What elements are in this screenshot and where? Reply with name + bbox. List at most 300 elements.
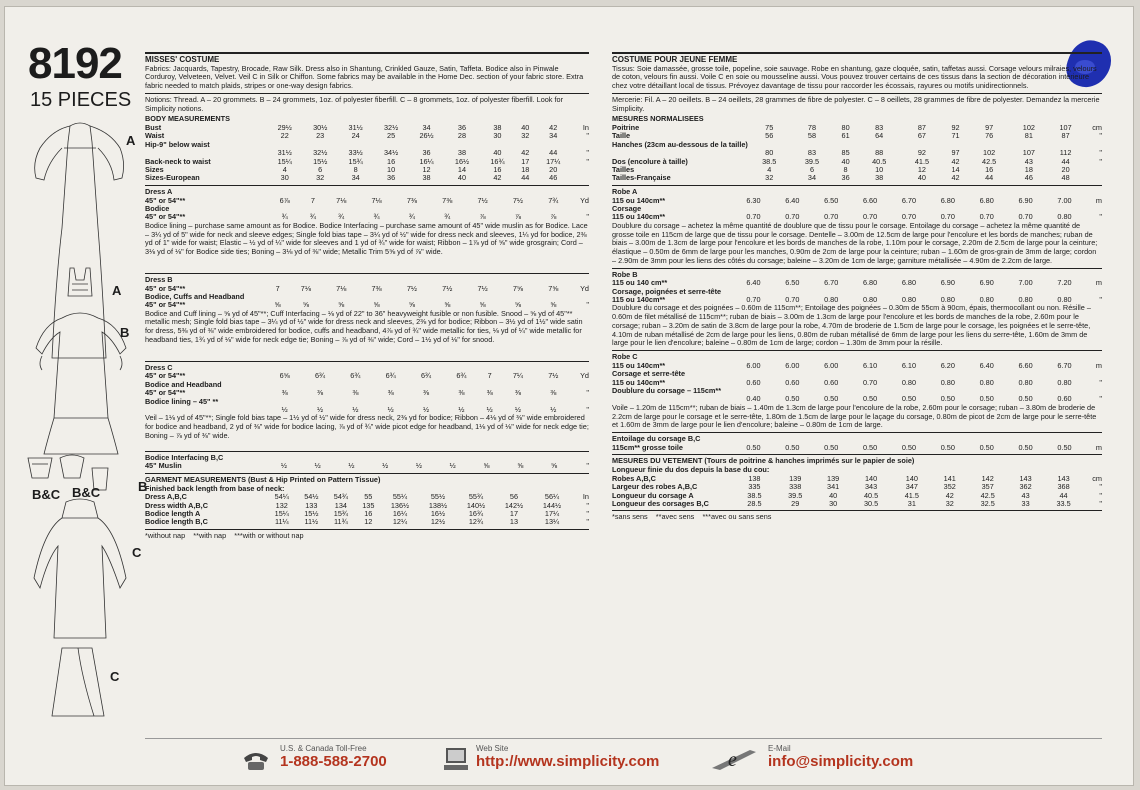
table-cell: 368 — [1057, 482, 1070, 492]
phone-label: U.S. & Canada Toll-Free — [280, 744, 367, 753]
table-cell: 33.5 — [1056, 498, 1071, 508]
robe-b-notions: Doublure du corsage et des poignées – 0.60m de 115cm**; Entoilage des poignées – 0.30m de 55cm à 90cm, épais, thermocollant ou non. Résille – 0.60m de filet métallisé de 115cm**; ruban de biais – 3.00m de 1.3cm de large pour l'encolure et les bords de manches de la robe, 2.60m pour le corsage; ruban – 3.20m de satin de 3.8cm de large pour la robe, 4.70m de broderie de 1.5cm de large pour le corsage, les poignées et le serre-tête, 4.10m de ruban métallisé de 2cm de large pour les liens, 0.80m de ruban métallisé de 6mm de large pour les liens du serre-tête, 1.60m de 3mm de large pour le lien d'encolure; baleine – 0.80m de 1cm de large; cordon – 1.30m de 3mm pour la résille. — [612, 303, 1091, 348]
table-cell: 0.70 — [862, 377, 878, 387]
divider — [145, 361, 589, 362]
table-cell: 54½ — [304, 492, 319, 502]
figure-label-a: A — [126, 133, 136, 148]
table-cell: 7¾ — [548, 195, 559, 205]
table-cell: 75 — [765, 123, 774, 133]
table-cell: 31½ — [277, 148, 292, 158]
table-cell: 139 — [827, 473, 840, 483]
table-cell: 32.5 — [980, 498, 995, 508]
table-cell: 142 — [981, 473, 994, 483]
dress-a-notions: Bodice lining – purchase same amount as for Bodice. Bodice Interfacing – purchase same amount of 45" wide muslin as for Bodice. Lace – 3¼ yd of 5" wide for neck and sleeve edges; Single fold bias tape – 3¼ yd of ½" wide for dress neck and sleeves, 1¼ yd for bodice, 2⅜ yd of 1" wide for waist; Elastic – ½ yd of ¼" wide for sleeves and 1 yd of ¾" wide for waist; Ribbon – 1⅞ yd of ⅝" wide grosgrain; Cord – 3⅛ yd of ⅛" for Bodice side ties; Boning – 3⅛ yd of ⅜" wide; Metallic Trim 5⅝ yd of ⅞" wide. — [145, 220, 588, 256]
table-row — [145, 293, 589, 301]
table-cell: 38 — [457, 148, 467, 158]
row-label: Corsage, poignées et serre-tête — [612, 286, 722, 296]
table-cell: ⅝ — [302, 300, 309, 310]
row-label: Sizes — [145, 165, 164, 175]
table-cell: ⅝ — [274, 300, 281, 310]
robe-c-notions: Voile – 1.20m de 115cm**; ruban de biais – 1.40m de 1.3cm de large pour l'encolure de la robe, 2.60m pour le corsage; ruban – 3.80m de broderie de 2.2cm de large pour le corsage et le serre-tête, 1.80m de 1.5cm de large pour le laçage du corsage, 0.80m de picot de 2cm de large pour le serre-tête et 1.60m de 3mm de large pour le lien d'encolure; baleine – 0.80m de 1cm de large. — [612, 402, 1097, 430]
table-cell: 38 — [422, 173, 431, 183]
table-cell: 42.5 — [980, 490, 995, 500]
row-label: Waist — [145, 131, 165, 141]
unit-cell: " — [586, 148, 589, 158]
table-cell: 12 — [364, 517, 373, 527]
row-label: 45" or 54"** — [145, 300, 186, 310]
unit-cell: " — [586, 461, 589, 471]
table-cell: ⅝ — [551, 461, 558, 471]
robe-b-table — [612, 279, 1102, 304]
table-cell: 0.50 — [862, 442, 878, 452]
table-cell: 40 — [917, 173, 926, 183]
table-cell: ⅝ — [517, 461, 524, 471]
divider — [145, 185, 589, 186]
unit-cell: " — [586, 131, 589, 141]
table-cell: 0.60 — [746, 377, 761, 387]
table-cell: 16¼ — [419, 156, 434, 166]
table-cell: 143 — [1019, 473, 1032, 483]
table-cell: 6.30 — [746, 195, 761, 205]
table-row — [145, 197, 589, 205]
table-cell: 0.50 — [824, 442, 839, 452]
table-cell: 13¼ — [544, 517, 560, 527]
table-cell: 40.5 — [863, 490, 879, 500]
piece-count: 15 PIECES — [30, 89, 132, 111]
table-cell: ½ — [458, 404, 465, 414]
table-cell: ⅜ — [352, 388, 359, 398]
computer-icon — [440, 746, 472, 772]
table-cell: 44 — [521, 173, 530, 183]
unit-cell: m — [1095, 195, 1102, 205]
table-cell: 16 — [493, 165, 502, 175]
interfacing-table — [145, 462, 589, 470]
table-cell: 28 — [457, 131, 467, 141]
table-cell: ½ — [449, 461, 456, 471]
table-cell: 34 — [807, 173, 817, 183]
mesures-heading: MESURES NORMALISEES — [612, 114, 704, 124]
figure-label-c-veil: C — [110, 669, 120, 684]
table-cell: 29 — [791, 498, 800, 508]
table-cell: 362 — [1019, 482, 1032, 492]
table-cell: 12 — [422, 165, 431, 175]
table-cell: 34½ — [383, 148, 399, 158]
row-label: 45" or 54"** — [145, 212, 186, 222]
unit-cell: " — [586, 404, 589, 414]
row-label: Corsage — [612, 203, 642, 213]
table-cell: 6.80 — [940, 195, 955, 205]
table-cell: 80 — [841, 123, 850, 133]
table-cell: 38 — [493, 123, 502, 133]
table-cell: ½ — [281, 404, 288, 414]
row-label: Poitrine — [612, 123, 640, 133]
table-cell: 15¾ — [333, 509, 348, 519]
table-cell: 6.60 — [1018, 360, 1033, 370]
table-cell: ⅞ — [550, 212, 557, 222]
table-cell: 0.50 — [1018, 394, 1033, 404]
table-cell: 36 — [387, 173, 396, 183]
mercerie-text: Mercerie: Fil. A – 20 oeillets. B – 24 oeillets, 28 grammes de fibre de polyester. C – 8 oeillets, 28 grammes de fibre de polyester. Demandez la mercerie Simplicity. — [612, 94, 1100, 113]
table-cell: 46 — [1024, 173, 1033, 183]
table-cell: 76 — [985, 131, 994, 141]
table-cell: 138 — [748, 473, 761, 483]
divider — [145, 273, 589, 274]
table-cell: 42 — [521, 148, 530, 158]
table-cell: 6.40 — [979, 360, 994, 370]
unit-cell: cm — [1092, 473, 1102, 483]
table-cell: ⅜ — [486, 388, 493, 398]
table-cell: 12½ — [430, 517, 446, 527]
table-cell: ¾ — [281, 212, 288, 222]
table-cell: 6.00 — [785, 360, 800, 370]
table-cell: 6.00 — [824, 360, 839, 370]
row-label: 115 ou 140cm** — [612, 377, 666, 387]
table-cell: 36 — [457, 123, 467, 133]
unit-cell: " — [586, 300, 589, 310]
entoilage-heading: Entoilage du corsage B,C — [612, 434, 701, 444]
unit-cell: " — [1099, 148, 1102, 158]
tissus-text: Tissus: Soie damassée, grosse toile, popeline, soie sauvage. Robe en shantung, gaze cloquée, satin, taffetas aussi. Corsage velours milraies, velours de coton, velours fin aussi. Voile C en soie ou mousseline aussi. Vous pouvez trouver certains de ces tissus dans la section de décoration intérieure chez votre détaillant local de tissus. Prévoyez davantage de tissu pour raccorder les écossais, rayures ou motifs unidirectionnels. — [612, 63, 1097, 91]
table-row — [612, 362, 1102, 370]
table-cell: 18 — [1024, 165, 1033, 175]
table-cell: 0.50 — [862, 394, 878, 404]
divider — [145, 451, 589, 452]
table-cell: 87 — [1061, 131, 1070, 141]
french-title: COSTUME POUR JEUNE FEMME — [612, 55, 738, 64]
table-cell: 28.5 — [747, 498, 762, 508]
table-cell: 7⅛ — [300, 283, 311, 293]
row-label: 115 ou 140cm** — [612, 360, 666, 370]
french-footnote: *sans sens **avec sens ***avec ou sans sens — [612, 512, 772, 522]
garment-measurements-heading: GARMENT MEASUREMENTS (Bust & Hip Printed on Pattern Tissue) — [145, 474, 381, 484]
table-cell: 7¼ — [512, 371, 524, 381]
table-cell: 61 — [841, 131, 850, 141]
email-link[interactable]: info@simplicity.com — [768, 753, 914, 770]
table-row — [145, 205, 589, 213]
telephone-icon — [240, 746, 272, 772]
table-cell: 92 — [951, 123, 960, 133]
table-cell: 0.80 — [1057, 212, 1072, 222]
robe-a-table — [612, 197, 1102, 222]
table-cell: 4 — [767, 165, 772, 175]
table-cell: 97 — [985, 123, 994, 133]
table-cell: ⅝ — [550, 300, 557, 310]
row-label: Sizes-European — [145, 173, 200, 183]
divider — [612, 93, 1102, 94]
table-cell: 32 — [945, 498, 954, 508]
table-cell: 40 — [841, 156, 850, 166]
table-cell: 0.80 — [1057, 295, 1072, 305]
table-cell: 6 — [318, 165, 323, 175]
row-label: Bodice length B,C — [145, 517, 208, 527]
row-label: Back-neck to waist — [145, 156, 211, 166]
table-cell: 16¾ — [468, 509, 484, 519]
table-cell: 44 — [985, 173, 994, 183]
table-cell: ⅜ — [550, 388, 557, 398]
table-cell: 0.80 — [862, 295, 878, 305]
table-cell: 42 — [493, 173, 502, 183]
table-cell: 31½ — [348, 123, 363, 133]
table-cell: 102 — [1022, 123, 1035, 133]
robe-c-heading: Robe C — [612, 352, 638, 362]
row-label: Bodice lining – 45" ** — [145, 396, 219, 406]
table-cell: 0.70 — [940, 212, 955, 222]
table-cell: 6.90 — [1018, 195, 1033, 205]
table-cell: ¾ — [309, 212, 316, 222]
dress-a-heading: Dress A — [145, 186, 173, 196]
table-cell: 6.90 — [979, 278, 994, 288]
table-cell: 6.40 — [746, 278, 761, 288]
table-cell: 54¼ — [274, 492, 289, 502]
table-cell: 0.80 — [940, 295, 955, 305]
table-cell: 43 — [1024, 156, 1033, 166]
table-cell: 55¼ — [392, 492, 408, 502]
table-cell: ½ — [387, 404, 394, 414]
table-cell: 0.70 — [979, 212, 994, 222]
table-cell: 0.80 — [1018, 377, 1033, 387]
table-cell: 139 — [789, 473, 802, 483]
table-cell: 6¾ — [350, 371, 361, 381]
table-cell: 17¼ — [544, 509, 560, 519]
table-cell: 4 — [282, 165, 287, 175]
table-cell: 20 — [549, 165, 558, 175]
table-cell: ½ — [423, 404, 430, 414]
table-cell: 0.80 — [1018, 295, 1033, 305]
table-cell: 6¾ — [420, 371, 432, 381]
table-cell: 41.5 — [914, 156, 930, 166]
divider — [145, 473, 589, 474]
table-cell: 14 — [951, 165, 960, 175]
table-cell: 29½ — [277, 123, 292, 133]
table-cell: 7 — [310, 195, 315, 205]
divider — [145, 529, 589, 530]
table-cell: 7½ — [512, 195, 524, 205]
vetement-heading: MESURES DU VETEMENT (Tours de poitrine & hanches imprimés sur le papier de soie) — [612, 456, 915, 466]
table-cell: 39.5 — [788, 490, 803, 500]
row-label: Dress width A,B,C — [145, 500, 208, 510]
table-cell: 32½ — [383, 123, 399, 133]
table-cell: 6⅝ — [279, 371, 290, 381]
table-cell: 38 — [875, 173, 884, 183]
row-label: 45" or 54"** — [145, 195, 186, 205]
table-cell: 143 — [1057, 473, 1070, 483]
row-label: Longueur du corsage A — [612, 490, 694, 500]
table-cell: 71 — [951, 131, 960, 141]
dress-b-table — [145, 285, 589, 310]
table-cell: 32 — [521, 131, 530, 141]
table-cell: 15½ — [304, 509, 319, 519]
garment-measurements-subheading: Finished back length from base of neck: — [145, 483, 285, 493]
table-cell: 12¾ — [468, 517, 484, 527]
table-cell: 42 — [951, 156, 960, 166]
dress-c-heading: Dress C — [145, 362, 173, 372]
row-label: 115 ou 140cm** — [612, 212, 666, 222]
table-cell: 7½ — [406, 283, 417, 293]
table-cell: 0.70 — [824, 212, 839, 222]
table-cell: 30 — [493, 131, 502, 141]
row-label: 45" or 54"** — [145, 371, 186, 381]
unit-cell: In — [582, 492, 589, 502]
table-cell: 43 — [1021, 490, 1030, 500]
table-cell: 107 — [1022, 148, 1035, 158]
row-label: 115cm** grosse toile — [612, 442, 683, 452]
unit-cell: Yd — [580, 283, 589, 293]
table-cell: 142½ — [504, 500, 524, 510]
row-label: Longueur des corsages B,C — [612, 498, 709, 508]
figure-label-b: B — [120, 325, 130, 340]
unit-cell: " — [586, 212, 589, 222]
table-cell: 15½ — [313, 156, 328, 166]
figure-label-c: C — [132, 545, 142, 560]
table-cell: 56 — [509, 492, 519, 502]
bodice-a-drawing — [68, 268, 92, 296]
table-cell: 16 — [387, 156, 396, 166]
table-cell: ½ — [382, 461, 389, 471]
website-link[interactable]: http://www.simplicity.com — [476, 753, 660, 770]
table-cell: ½ — [514, 404, 521, 414]
row-label: Doublure du corsage – 115cm** — [612, 386, 722, 396]
table-cell: ⅝ — [444, 300, 451, 310]
row-label: Bust — [145, 123, 162, 133]
table-cell: 7⅝ — [512, 283, 524, 293]
table-cell: 0.70 — [746, 295, 761, 305]
table-cell: 23 — [316, 131, 325, 141]
body-measurements-table — [145, 124, 589, 183]
table-cell: 80 — [765, 148, 774, 158]
unit-cell: " — [586, 156, 589, 166]
unit-cell: In — [582, 123, 589, 133]
unit-cell: m — [1095, 442, 1102, 452]
web-label: Web Site — [476, 744, 509, 753]
table-cell: 56 — [765, 131, 774, 141]
divider — [612, 454, 1102, 455]
row-label: Corsage et serre-tête — [612, 369, 686, 379]
table-cell: 144½ — [542, 500, 562, 510]
row-label: Bodice and Headband — [145, 379, 222, 389]
row-label: Dress A,B,C — [145, 492, 187, 502]
unit-cell: m — [1095, 360, 1102, 370]
table-cell: 34 — [422, 123, 431, 133]
table-cell: 0.60 — [824, 377, 839, 387]
row-label: 115 ou 140 cm** — [612, 278, 668, 288]
table-cell: 44 — [1061, 156, 1070, 166]
divider — [612, 432, 1102, 433]
unit-cell: " — [586, 517, 589, 527]
table-cell: 55¾ — [468, 492, 484, 502]
table-cell: 0.70 — [746, 212, 761, 222]
row-label: Tailles — [612, 165, 635, 175]
english-footnote: *without nap **with nap ***with or without nap — [145, 530, 304, 540]
table-cell: 16 — [364, 509, 373, 519]
table-cell: 31 — [907, 498, 916, 508]
table-cell: 0.50 — [746, 442, 761, 452]
table-cell: 0.70 — [1018, 212, 1033, 222]
table-cell: 40 — [521, 123, 530, 133]
table-row — [612, 500, 1102, 508]
garment-measurements-table — [145, 493, 589, 527]
table-cell: 22 — [280, 131, 289, 141]
row-label: 45" or 54"** — [145, 388, 186, 398]
table-cell: 10 — [387, 165, 396, 175]
table-cell: 83 — [807, 148, 817, 158]
table-cell: 341 — [827, 482, 840, 492]
table-cell: ⅝ — [514, 300, 521, 310]
table-cell: 0.50 — [940, 394, 955, 404]
table-cell: 20 — [1061, 165, 1070, 175]
table-cell: 6.70 — [824, 278, 839, 288]
table-cell: 42 — [945, 490, 954, 500]
table-cell: 141 — [943, 473, 956, 483]
table-row — [145, 518, 589, 526]
table-cell: 42.5 — [982, 156, 997, 166]
table-cell: 7⅜ — [442, 195, 453, 205]
table-cell: 12¼ — [392, 517, 408, 527]
row-label: Bodice length A — [145, 509, 201, 519]
table-cell: 16½ — [430, 509, 446, 519]
row-label: Bodice — [145, 203, 170, 213]
table-cell: 54¾ — [333, 492, 348, 502]
divider — [612, 185, 1102, 186]
table-cell: ⅞ — [514, 212, 521, 222]
phone-number[interactable]: 1-888-588-2700 — [280, 753, 387, 770]
row-label: Bodice, Cuffs and Headband — [145, 291, 245, 301]
table-cell: ⅝ — [479, 300, 486, 310]
french-column — [612, 52, 1102, 522]
table-row — [145, 381, 589, 389]
table-cell: 8 — [843, 165, 848, 175]
figure-label-bc-1: B&C — [32, 487, 61, 502]
dress-a-table — [145, 197, 589, 222]
vetement-subheading: Longueur finie du dos depuis la base du cou: — [612, 465, 770, 475]
table-cell: ½ — [348, 461, 355, 471]
table-cell: 6.10 — [862, 360, 878, 370]
english-title: MISSES' COSTUME — [145, 55, 220, 64]
table-cell: 133 — [305, 500, 318, 510]
fabrics-text: Fabrics: Jacquards, Tapestry, Brocade, Raw Silk. Dress also in Shantung, Crinkled Gauze, Satin, Taffeta. Bodice also in Pinwale Corduroy, Velveteen, Velvet. Veil C in Silk or Chiffon. Some fabrics may be available in the Home Dec. section of your fabric store. Extra fabric needed to match plaids, stripes or one-way design fabrics. — [145, 63, 584, 91]
table-cell: 6 — [809, 165, 815, 175]
table-cell: 7½ — [477, 195, 488, 205]
table-cell: 36 — [422, 148, 431, 158]
dress-b-notions: Bodice and Cuff lining – ⅝ yd of 45"**; Cuff Interfacing – ⅛ yd of 22" to 36" heavyweight fusible or non fusible. Snood – ⅝ yd of 45"** metallic mesh; Single fold bias tape – 3¼ yd of ½" wide for dress neck and sleeves, 2⅜ yd for bodice; Ribbon – 3½ yd of 1½" wide satin for dress, 5⅜ yd of ⅜" wide embroidered for bodice, cuffs and headband, 4⅞ yd of ¾" wide metallic for ties, ⅛ yd of ¼" wide metallic for headband ties, 1¾ yd of ⅛" wide for neck edge tie; Boning – ⅞ yd of ⅜" wide; Cord – 1½ yd of ⅛" for snood. — [145, 308, 583, 344]
table-cell: 0.50 — [901, 394, 917, 404]
table-cell: 140½ — [466, 500, 486, 510]
table-cell: ¾ — [338, 212, 345, 222]
table-cell: 15¼ — [277, 156, 292, 166]
row-label: 45" or 54"** — [145, 283, 186, 293]
table-cell: 0.80 — [824, 295, 839, 305]
table-cell: 0.50 — [1057, 442, 1072, 452]
table-cell: 134 — [334, 500, 347, 510]
table-cell: 6.10 — [901, 360, 917, 370]
unit-cell: " — [1099, 212, 1102, 222]
table-cell: 6.80 — [862, 278, 878, 288]
table-cell: 30½ — [313, 123, 328, 133]
table-row — [612, 174, 1102, 182]
table-cell: 347 — [905, 482, 918, 492]
unit-cell: " — [586, 500, 589, 510]
dress-c-table — [145, 372, 589, 414]
row-label: Largeur des robes A,B,C — [612, 482, 698, 492]
unit-cell — [1084, 166, 1102, 174]
divider — [612, 510, 1102, 511]
table-cell: 85 — [841, 148, 850, 158]
table-cell: 0.80 — [901, 377, 917, 387]
table-cell: 135 — [362, 500, 375, 510]
table-cell: 136½ — [390, 500, 410, 510]
table-cell: 7.00 — [1057, 195, 1072, 205]
table-cell: 7⅜ — [406, 195, 417, 205]
table-cell: 78 — [807, 123, 817, 133]
